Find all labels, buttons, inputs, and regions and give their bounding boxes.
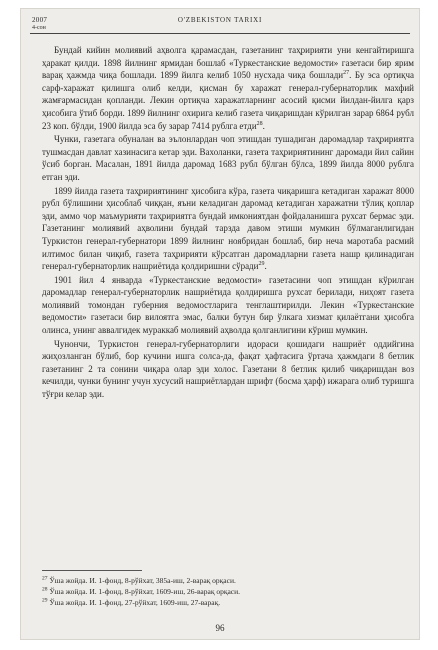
footnote-rule bbox=[42, 570, 142, 571]
running-title: O'ZBEKISTON TARIXI bbox=[177, 16, 263, 24]
page-number: 96 bbox=[215, 623, 225, 633]
paragraph-4: 1901 йил 4 январда «Туркестанские ведомости» газетасини чоп этишдан кўрилган даромадлар генерал-губернаторлик нашриётида қолдиришга рухсат берилади, ниҳоят газета молиявий томондан губерния ведомостларига тенглаштирилди. Лекин «Туркестанские ведомости» газетаси бир вилоятга эмас, балки бутун бир ўлкага хизмат қилаётгани ҳисобга олинса, унинг аввалгидек мураккаб молиявий аҳволда қолганлигини кўриш мумкин. bbox=[42, 274, 414, 336]
header-rule bbox=[30, 33, 410, 34]
header-year: 2007 bbox=[32, 16, 48, 24]
paragraph-1: Бундай кийин молиявий аҳволга қарамасдан, газетанинг таҳририяти уни кенгайтиришга ҳаракат қилди. 1898 йилнинг ярмидан бошлаб «Туркестанские ведомости» газетаси бир ярим варақ ҳажмда чиқа бошлади. 1899 йилга келиб 1050 нусхада чиқа бошлади$^{27}$. Бу эса ортиқча сарф-харажат қилишга олиб келди, қисман бу харажат генерал-губернаторлик махфий жамғармасидан қопланди. Лекин ортиқча харажатларнинг асосий қисми йилдан-йилга қарз ҳисобига ўтиб борди. 1899 йилнинг охирига келиб газета чиқаришдан кўрилган зарар 6864 рубл 23 коп. бўлди, 1900 йилда эса бу зарар 7414 рублга етди$^{28}$. bbox=[42, 45, 414, 131]
document-page bbox=[20, 8, 420, 640]
header-issue: 4-сон bbox=[32, 25, 46, 31]
paragraph-2: Чунки, газетага обуналан ва эълонлардан чоп этишдан тушадиган даромадлар таҳририятга тушмасдан давлат хазинасига кетар эди. Вахоланки, газета таҳририятининг даромади йил сайин ўсиб борган. Масалан, 1891 йилда даромад 1683 рубл бўлган бўлса, 1899 йилда 8000 рублга етган эди. bbox=[42, 134, 414, 182]
footnote-27: $^{27}$ Ўша жойда. И. 1-фонд, 8-рўйхат, 385а-иш, 2-варақ орқаси. bbox=[42, 575, 236, 585]
paragraph-3: 1899 йилда газета таҳририятининг ҳисобига кўра, газета чиқаришга кетадиган харажат 8000 рубл бўлишини ҳисоблаб чиққан, яъни келадиган даромад кетадиган харажатни тўлиқ қоплар эди, аммо чор маъмурияти таҳририятга бундай имкониятдан фойдаланишга рухсат бермас эди. Газетанинг молиявий аҳволини бундай тарзда давом этиши мумкин бўлмаганлигидан Туркистон генерал-губернатори 1899 йилнинг ноябридан бошлаб, бир неча маротаба расмий илтимос билан чиқиб, газета таҳририяти кўрсатган даромадларни газета нашр қилинадиган генерал-губернаторлик нашриётида қолдиришни сўради$^{29}$. bbox=[42, 185, 414, 272]
footnote-ref-29: 29 bbox=[258, 261, 265, 268]
footnote-29: $^{29}$ Ўша жойда. И. 1-фонд, 27-рўйхат, 1609-иш, 27-варақ. bbox=[42, 597, 221, 607]
footnote-ref-28: 28 bbox=[256, 120, 263, 127]
paragraph-5: Чунончи, Туркистон генерал-губернаторлиги идораси қошидаги нашриёт оддийгина жиҳозланган бўлиб, бор кучини ишга солса-да, фақат ҳафтасига ўртача ҳажмдаги 8 бетлик газетанинг 2 та сонини чиқара олар эди холос. Газетани 8 бетлик қилиб чиқаришдан воз кечилди, чунки бунинг учун хусусий нашриётлардан шрифт (босма ҳарф) ижарага олиб туришга тўғри келар эди. bbox=[42, 338, 414, 400]
footnote-ref-27: 27 bbox=[343, 70, 350, 77]
footnotes bbox=[42, 575, 412, 608]
footnote-28: $^{28}$ Ўша жойда. И. 1-фонд, 8-рўйхат, 1609-иш, 26-варақ орқаси. bbox=[42, 586, 241, 596]
article-body bbox=[42, 44, 414, 402]
